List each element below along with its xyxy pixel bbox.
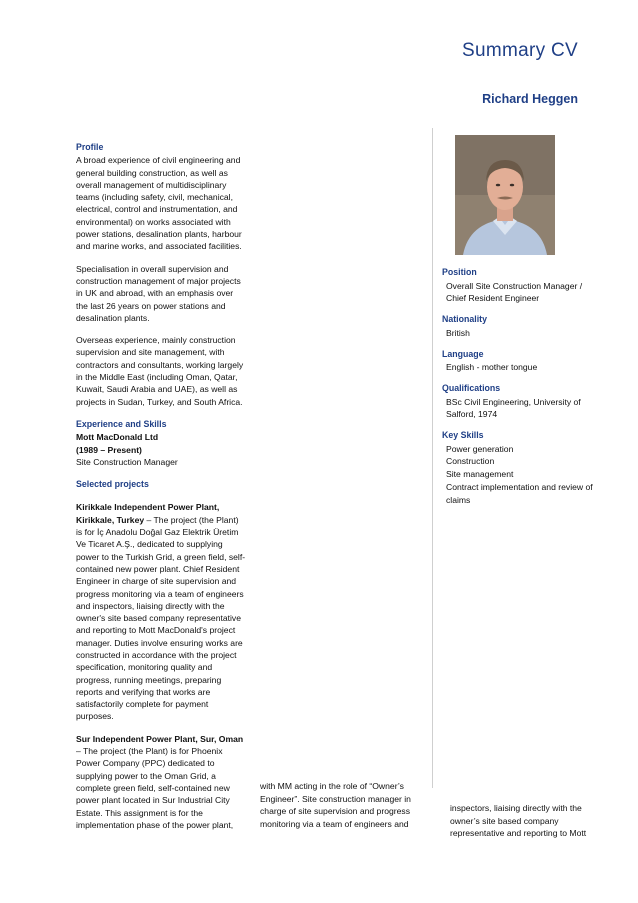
language-value: English - mother tongue (446, 362, 538, 373)
continued-text-middle: with MM acting in the role of “Owner’s Engineer”. Site construction manager in charge of site supervision and progress monitoring via a team of engineers and (260, 781, 411, 829)
profile-paragraph-1: A broad experience of civil engineering and general building construction, as well as overall management of multidisciplinary teams (including safety, civil, mechanical, electrical, control and instrumentation, and environmental) on works associated with power stations, desalination plants, harbour and marine works, and associated facilities. (76, 155, 242, 252)
nationality-value: British (446, 327, 470, 338)
profile-paragraph-3: Overseas experience, mainly construction supervision and site management, with contractors and consultants, working largely in the Middle East (including Oman, Qatar, Kuwait, Saudi Arabia and UAE), as well as projects in Sudan, Turkey, and South Africa. (76, 335, 244, 407)
continued-text-right: inspectors, liaising directly with the owner’s site based company representative and reporting to Mott (450, 803, 587, 838)
employment-period: (1989 – Present) (76, 444, 142, 455)
key-skill-item: Construction (446, 456, 495, 467)
project-title: Sur Independent Power Plant, Sur, Oman (76, 733, 244, 744)
person-name: Richard Heggen (482, 92, 578, 106)
project-title: Kirikkale Independent Power Plant, Kirikkale, Turkey (76, 502, 220, 525)
document-title: Summary CV (462, 40, 578, 61)
project-kirikkale (76, 501, 246, 722)
key-skill-item: Site management (446, 469, 514, 480)
project-sur (76, 733, 246, 831)
nationality-heading: Nationality (442, 314, 487, 325)
key-skill-item: Power generation (446, 443, 514, 454)
left-column (76, 141, 246, 831)
profile-heading: Profile (76, 142, 104, 152)
job-role: Site Construction Manager (76, 456, 178, 467)
qualifications-heading: Qualifications (442, 382, 501, 393)
portrait-illustration (455, 135, 555, 255)
profile-photo (455, 135, 555, 255)
position-heading: Position (442, 267, 477, 277)
right-column (442, 266, 602, 514)
position-value: Overall Site Construction Manager / Chief Resident Engineer (446, 280, 583, 304)
profile-paragraph-2: Specialisation in overall supervision and construction management of major projects in UK and abroad, with an emphasis over the last 26 years on power stations and desalination plants. (76, 263, 241, 323)
language-heading: Language (442, 348, 484, 359)
employer: Mott MacDonald Ltd (76, 432, 159, 443)
key-skills-heading: Key Skills (442, 430, 484, 441)
key-skill-item: Contract implementation and review of claims (446, 481, 593, 505)
experience-heading: Experience and Skills (76, 418, 167, 429)
qualifications-value: BSc Civil Engineering, University of Salford, 1974 (446, 396, 581, 420)
project-description: – The project (the Plant) is for İç Anadolu Doğal Gaz Elektrik Üretim Ve Ticaret A.Ş., dedicated to supplying power to the Turkish Grid, a green field, self-contained new power plant. Chief Resident Engineer in charge of site supervision and progress monitoring via a team of engineers and inspectors, liaising directly with the owner's site based company representative and reporting to Mott MacDonald's project manager. Duties involve ensuring works are constructed in accordance with the project specification, monitoring quality and progress, running meetings, preparing reports and verifying that works are satisfactorily complete for payment purposes. (76, 514, 246, 722)
selected-projects-heading: Selected projects (76, 479, 149, 490)
project-description: – The project (the Plant) is for Phoenix Power Company (PPC) dedicated to supplying power to the Oman Grid, a complete green field, self-contained new power plant located in Sur Industrial City Estate. This assignment is for the implementation phase of the power plant, (76, 746, 234, 830)
column-divider (432, 128, 433, 788)
